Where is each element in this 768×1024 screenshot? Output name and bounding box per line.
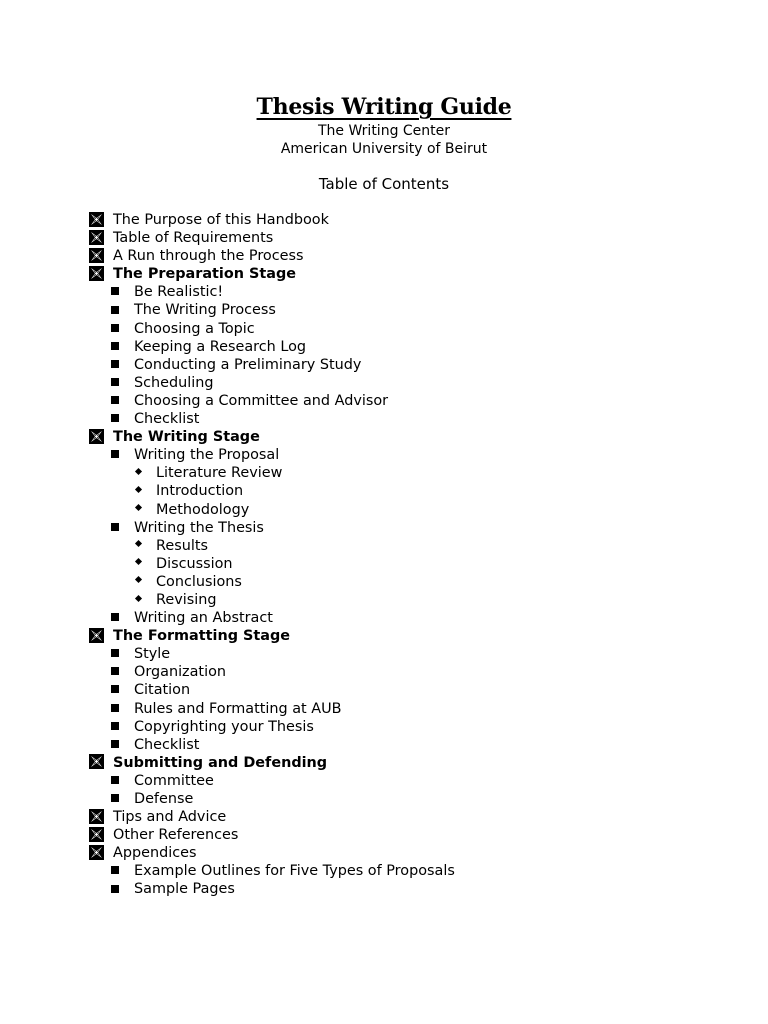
toc-item-label: Committee [134,772,214,789]
square-bullet-icon [111,414,119,422]
toc-item-label: Introduction [156,483,244,500]
square-bullet-icon [111,776,119,784]
toc-item [89,772,729,790]
diamond-bullet-icon [135,504,142,511]
toc-item-label: Table of Requirements [113,230,274,247]
square-bullet-icon [111,396,119,404]
square-bullet-icon [111,324,119,332]
toc-item [89,754,729,772]
toc-item [89,283,729,301]
toc-heading: Table of Contents [318,175,450,193]
square-bullet-icon [111,667,119,675]
toc-item [89,736,729,754]
ornament-x-icon [89,809,104,824]
ornament-x-icon [89,754,104,769]
diamond-bullet-icon [135,468,142,475]
toc-item [89,356,729,374]
square-bullet-icon [111,740,119,748]
square-bullet-icon [111,722,119,730]
toc-item-label: Methodology [156,501,250,518]
toc-item-label: Citation [134,682,191,699]
square-bullet-icon [111,306,119,314]
toc-item-label: Defense [134,791,194,807]
toc-item [89,501,729,519]
toc-item-label: Literature Review [156,465,283,482]
toc-item [89,790,729,808]
square-bullet-icon [111,649,119,657]
toc-item [89,826,729,844]
toc-item-label: The Formatting Stage [113,628,291,645]
toc-item [89,645,729,663]
ornament-x-icon [89,248,104,263]
square-bullet-icon [111,613,119,621]
toc-item-label: The Writing Stage [113,429,260,446]
toc-item-label: Tips and Advice [113,809,227,826]
toc-item [89,681,729,699]
toc-item [89,446,729,464]
toc-item [89,410,729,428]
toc-item [89,247,729,265]
toc-item [89,537,729,555]
square-bullet-icon [111,523,119,531]
toc-item-label: Choosing a Committee and Advisor [134,392,389,409]
toc-item [89,374,729,392]
toc-item-label: Choosing a Topic [134,320,255,337]
toc-item-label: A Run through the Process [113,248,304,265]
square-bullet-icon [111,704,119,712]
toc-item [89,609,729,627]
square-bullet-icon [111,450,119,458]
toc-item [89,555,729,573]
toc-item [89,862,729,880]
ornament-x-icon [89,429,104,444]
document-title: Thesis Writing Guide [256,94,512,120]
document-subtitle-organization: The Writing Center [317,123,451,139]
toc-item [89,211,729,229]
toc-item [89,627,729,645]
ornament-x-icon [89,212,104,227]
diamond-bullet-icon [135,486,142,493]
ornament-x-icon [89,266,104,281]
toc-item [89,591,729,609]
toc-item-label: The Preparation Stage [113,266,297,283]
toc-item [89,464,729,482]
square-bullet-icon [111,885,119,893]
toc-item [89,718,729,736]
toc-item [89,700,729,718]
toc-item-label: Other References [113,827,239,844]
toc-item [89,301,729,319]
toc-item-label: Organization [134,664,227,681]
diamond-bullet-icon [135,540,142,547]
toc-item-label: Rules and Formatting at AUB [134,700,342,717]
ornament-x-icon [89,845,104,860]
square-bullet-icon [111,287,119,295]
square-bullet-icon [111,866,119,874]
toc-item-label: Style [134,646,171,663]
toc-item [89,844,729,862]
toc-item [89,392,729,410]
toc-item-label: Results [156,537,208,554]
toc-item-label: Discussion [156,555,233,572]
toc-item-label: Conclusions [156,573,242,590]
toc-item-label: Writing an Abstract [134,610,273,627]
ornament-x-icon [89,827,104,842]
ornament-x-icon [89,230,104,245]
toc-item [89,482,729,500]
square-bullet-icon [111,685,119,693]
toc-item [89,808,729,826]
toc-item-label: Checklist [134,411,200,428]
square-bullet-icon [111,794,119,802]
square-bullet-icon [111,360,119,368]
toc-item-label: Sample Pages [134,881,235,898]
document-subtitle-institution: American University of Beirut [280,141,488,157]
toc-item-label: Conducting a Preliminary Study [134,356,362,373]
toc-item [89,338,729,356]
toc-item-label: The Purpose of this Handbook [113,212,329,228]
table-of-contents [89,211,729,899]
toc-item-label: Copyrighting your Thesis [134,718,314,735]
toc-item-label: Appendices [113,845,197,862]
square-bullet-icon [111,342,119,350]
toc-item-label: Writing the Thesis [134,519,264,536]
toc-item-label: Checklist [134,736,200,753]
toc-item-label: Be Realistic! [134,284,224,301]
toc-item-label: Revising [156,591,217,608]
toc-item [89,265,729,283]
toc-item [89,663,729,681]
square-bullet-icon [111,378,119,386]
toc-item [89,519,729,537]
toc-item-label: Example Outlines for Five Types of Proposals [134,863,455,880]
diamond-bullet-icon [135,558,142,565]
toc-item-label: The Writing Process [134,302,276,319]
diamond-bullet-icon [135,576,142,583]
toc-item [89,229,729,247]
toc-item-label: Submitting and Defending [113,754,328,771]
toc-item-label: Scheduling [134,374,214,391]
toc-item-label: Writing the Proposal [134,447,280,464]
diamond-bullet-icon [135,594,142,601]
ornament-x-icon [89,628,104,643]
toc-item [89,320,729,338]
toc-item [89,428,729,446]
toc-item-label: Keeping a Research Log [134,338,307,355]
toc-item [89,880,729,898]
toc-item [89,573,729,591]
